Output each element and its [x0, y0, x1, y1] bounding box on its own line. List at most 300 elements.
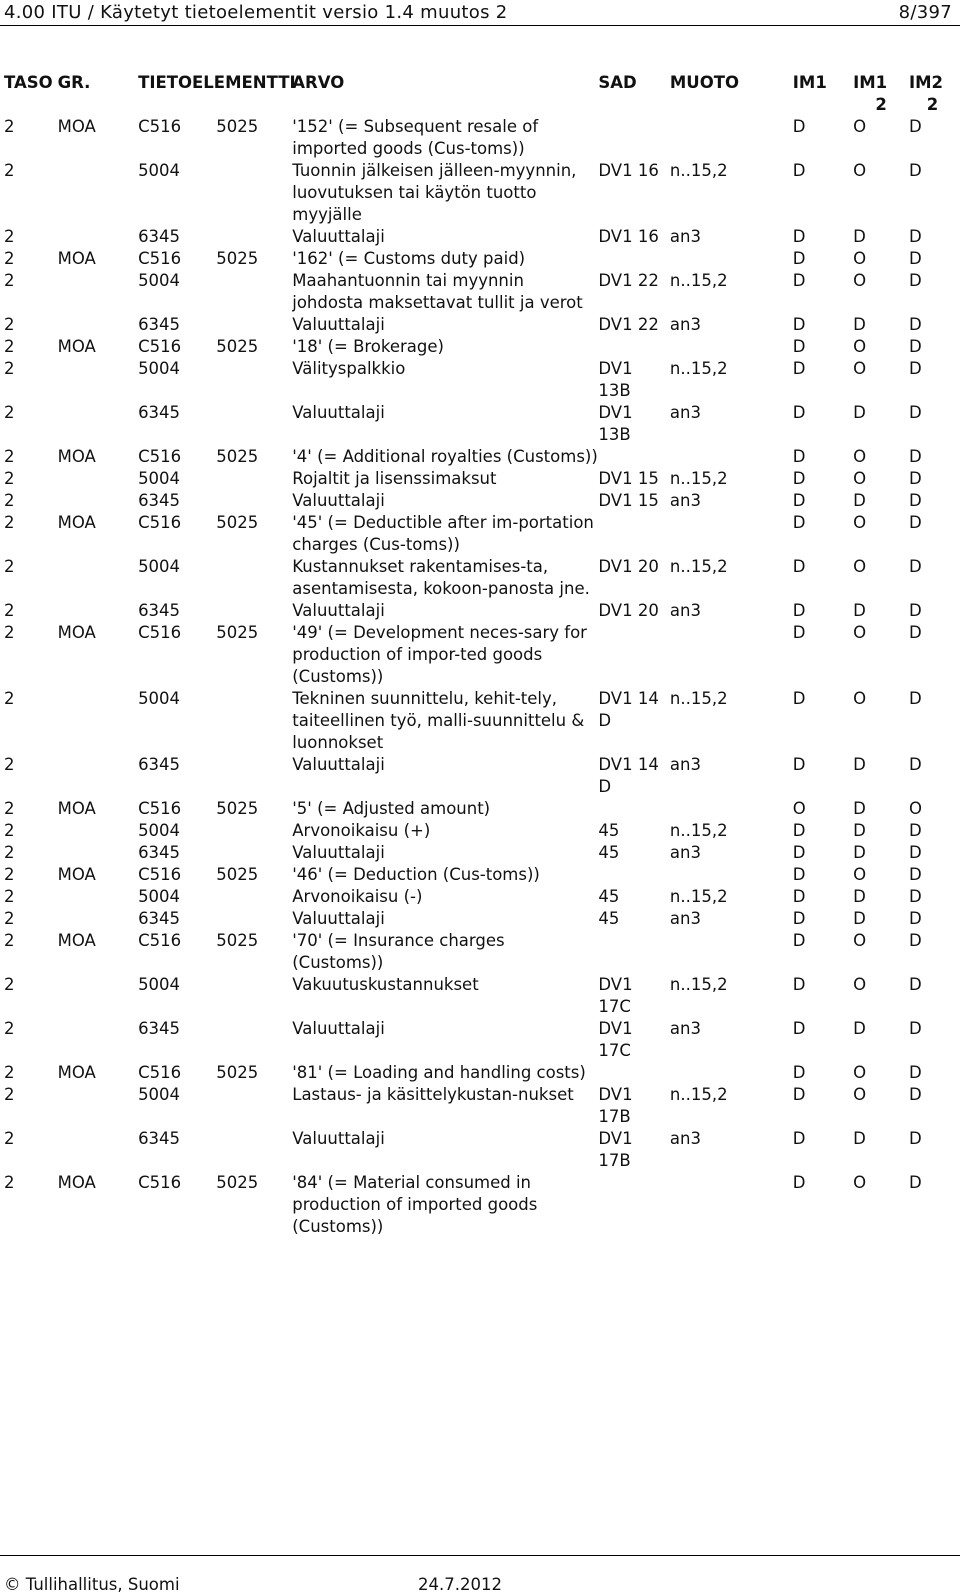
cell-arvo: Maahantuonnin tai myynnin johdosta maksettavat tullit ja verot — [292, 271, 583, 312]
cell-im22: D — [908, 975, 922, 994]
cell-taso: 2 — [4, 1063, 15, 1082]
data-element-table — [4, 72, 956, 1238]
cell-arvo: Valuuttalaji — [292, 1129, 385, 1148]
cell-muoto: an3 — [669, 909, 701, 928]
cell-muoto — [670, 864, 793, 886]
col-header-sad: SAD — [598, 73, 637, 92]
cell-sad — [598, 622, 670, 688]
cell-arvo: '81' (= Loading and handling costs) — [292, 1063, 586, 1082]
table-row — [4, 468, 956, 490]
cell-arvo: '162' (= Customs duty paid) — [292, 249, 526, 268]
table-row — [4, 974, 956, 1018]
cell-gr: MOA — [57, 799, 96, 818]
cell-tietoelementti-code: 5025 — [216, 513, 259, 532]
cell-sad: DV1 15 — [598, 469, 659, 488]
table-row — [4, 336, 956, 358]
cell-im22: D — [908, 117, 922, 136]
cell-im1: D — [792, 557, 806, 576]
cell-tietoelementti: 5004 — [138, 887, 181, 906]
cell-im1: D — [792, 1085, 806, 1104]
cell-arvo: Tekninen suunnittelu, kehit-tely, taiteellinen työ, malli-suunnittelu & luonnokset — [292, 689, 585, 752]
table-row — [4, 1062, 956, 1084]
cell-arvo: Kustannukset rakentamises-ta, asentamisesta, kokoon-panosta jne. — [292, 557, 590, 598]
cell-muoto: n..15,2 — [669, 557, 728, 576]
table-row — [4, 490, 956, 512]
cell-im12: D — [853, 821, 866, 840]
table-row — [4, 116, 956, 160]
cell-taso: 2 — [4, 689, 15, 708]
cell-taso: 2 — [4, 821, 15, 840]
page-number: 8/397 — [898, 2, 952, 23]
table-row — [4, 226, 956, 248]
cell-tietoelementti-code: 5025 — [216, 1173, 259, 1192]
footer-date: 24.7.2012 — [418, 1575, 502, 1594]
table-row — [4, 908, 956, 930]
cell-im22: D — [908, 1063, 922, 1082]
cell-gr — [58, 754, 138, 798]
cell-muoto — [670, 116, 793, 160]
cell-sad — [598, 116, 670, 160]
cell-arvo: Valuuttalaji — [292, 755, 385, 774]
table-row — [4, 402, 956, 446]
cell-im22: D — [908, 491, 922, 510]
cell-tietoelementti: C516 — [138, 865, 182, 884]
cell-arvo: '84' (= Material consumed in production of imported goods (Customs)) — [292, 1173, 538, 1236]
cell-sad — [598, 248, 670, 270]
cell-im1: D — [792, 469, 806, 488]
footer-divider — [0, 1555, 960, 1556]
cell-im12: O — [853, 865, 867, 884]
cell-tietoelementti-code — [216, 600, 292, 622]
cell-im12: D — [853, 755, 866, 774]
cell-sad: DV1 16 — [598, 161, 659, 180]
cell-tietoelementti-code — [216, 754, 292, 798]
cell-taso: 2 — [4, 799, 15, 818]
cell-tietoelementti: C516 — [138, 1173, 182, 1192]
cell-tietoelementti-code — [216, 1018, 292, 1062]
cell-im22: D — [908, 1129, 922, 1148]
cell-taso: 2 — [4, 513, 15, 532]
cell-tietoelementti: C516 — [138, 931, 182, 950]
cell-taso: 2 — [4, 491, 15, 510]
cell-gr — [58, 556, 138, 600]
cell-im1: D — [792, 161, 806, 180]
cell-im12: O — [853, 689, 867, 708]
cell-gr: MOA — [57, 337, 96, 356]
cell-tietoelementti: 5004 — [138, 821, 181, 840]
cell-im12: O — [853, 447, 867, 466]
cell-arvo: '49' (= Development neces-sary for production of impor-ted goods (Customs)) — [292, 623, 587, 686]
cell-gr — [58, 160, 138, 226]
table-row — [4, 600, 956, 622]
cell-im12: D — [853, 887, 866, 906]
footer-organization: © Tullihallitus, Suomi — [4, 1575, 180, 1594]
cell-tietoelementti: 6345 — [138, 755, 181, 774]
col-header-im22 — [909, 72, 956, 116]
cell-taso: 2 — [4, 865, 15, 884]
cell-taso: 2 — [4, 315, 15, 334]
cell-im1: D — [792, 315, 806, 334]
cell-muoto — [670, 248, 793, 270]
page-footer — [0, 1555, 960, 1596]
cell-sad: DV1 13B — [598, 359, 633, 400]
cell-tietoelementti: 6345 — [138, 1129, 181, 1148]
cell-taso: 2 — [4, 601, 15, 620]
cell-arvo: '5' (= Adjusted amount) — [292, 799, 491, 818]
cell-tietoelementti: C516 — [138, 513, 182, 532]
cell-tietoelementti: 6345 — [138, 909, 181, 928]
table-row — [4, 556, 956, 600]
table-row — [4, 446, 956, 468]
page-header — [0, 0, 960, 40]
cell-muoto — [670, 1172, 793, 1238]
table-row — [4, 1172, 956, 1238]
cell-sad: DV1 14 D — [598, 689, 659, 730]
cell-muoto: an3 — [669, 1019, 701, 1038]
cell-im22: D — [908, 403, 922, 422]
cell-im1: D — [792, 865, 806, 884]
cell-tietoelementti: 5004 — [138, 271, 181, 290]
cell-im1: D — [792, 689, 806, 708]
col-header-muoto: MUOTO — [669, 73, 740, 92]
cell-tietoelementti: C516 — [138, 623, 182, 642]
cell-tietoelementti-code — [216, 1084, 292, 1128]
cell-tietoelementti-code — [216, 270, 292, 314]
table-row — [4, 1128, 956, 1172]
table-row — [4, 842, 956, 864]
cell-sad — [598, 930, 670, 974]
cell-im12: D — [853, 491, 866, 510]
cell-im1: D — [792, 755, 806, 774]
table-row — [4, 754, 956, 798]
cell-im22: D — [908, 843, 922, 862]
cell-taso: 2 — [4, 359, 15, 378]
cell-im1: D — [792, 887, 806, 906]
cell-im1: D — [792, 491, 806, 510]
cell-taso: 2 — [4, 557, 15, 576]
cell-im22: D — [908, 909, 922, 928]
cell-taso: 2 — [4, 1129, 15, 1148]
cell-im12: O — [853, 1173, 867, 1192]
cell-tietoelementti: C516 — [138, 799, 182, 818]
cell-arvo: Valuuttalaji — [292, 601, 385, 620]
cell-muoto: an3 — [669, 403, 701, 422]
cell-muoto: an3 — [669, 1129, 701, 1148]
cell-taso: 2 — [4, 249, 15, 268]
cell-im1: D — [792, 821, 806, 840]
cell-gr — [58, 842, 138, 864]
cell-im12: O — [853, 557, 867, 576]
cell-taso: 2 — [4, 271, 15, 290]
cell-tietoelementti-code — [216, 688, 292, 754]
cell-gr: MOA — [57, 1063, 96, 1082]
cell-gr: MOA — [57, 117, 96, 136]
col-header-arvo: ARVO — [292, 73, 345, 92]
cell-sad: 45 — [598, 909, 620, 928]
cell-muoto — [670, 798, 793, 820]
cell-gr: MOA — [57, 447, 96, 466]
cell-sad: DV1 15 — [598, 491, 659, 510]
cell-taso: 2 — [4, 755, 15, 774]
cell-sad: DV1 22 — [598, 315, 659, 334]
cell-im12: O — [853, 249, 867, 268]
cell-im12: O — [853, 359, 867, 378]
cell-im1: D — [792, 975, 806, 994]
cell-tietoelementti-code: 5025 — [216, 337, 259, 356]
cell-sad: 45 — [598, 821, 620, 840]
cell-tietoelementti: 5004 — [138, 975, 181, 994]
cell-taso: 2 — [4, 931, 15, 950]
cell-tietoelementti-code: 5025 — [216, 117, 259, 136]
cell-gr — [58, 886, 138, 908]
cell-im22: D — [908, 469, 922, 488]
table-row — [4, 622, 956, 688]
cell-tietoelementti-code — [216, 820, 292, 842]
cell-muoto: an3 — [669, 491, 701, 510]
cell-im22: D — [908, 887, 922, 906]
cell-tietoelementti: 6345 — [138, 843, 181, 862]
cell-im22: D — [908, 601, 922, 620]
cell-arvo: Vakuutuskustannukset — [292, 975, 479, 994]
cell-tietoelementti-code — [216, 886, 292, 908]
cell-im1: D — [792, 117, 806, 136]
cell-sad: 45 — [598, 887, 620, 906]
table-header — [4, 72, 956, 116]
cell-im1: D — [792, 227, 806, 246]
cell-im1: D — [792, 447, 806, 466]
cell-arvo: Valuuttalaji — [292, 1019, 385, 1038]
table-row — [4, 248, 956, 270]
cell-arvo: '70' (= Insurance charges (Customs)) — [292, 931, 505, 972]
cell-sad: DV1 22 — [598, 271, 659, 290]
cell-sad — [598, 1172, 670, 1238]
cell-sad: DV1 16 — [598, 227, 659, 246]
table-row — [4, 160, 956, 226]
cell-gr — [58, 820, 138, 842]
col-header-tietoelementti: TIETOELEMENTTI — [138, 73, 296, 92]
cell-taso: 2 — [4, 909, 15, 928]
cell-im1: D — [792, 1019, 806, 1038]
cell-muoto: n..15,2 — [669, 887, 728, 906]
cell-tietoelementti: 6345 — [138, 227, 181, 246]
cell-im22: D — [908, 821, 922, 840]
cell-im22: D — [908, 227, 922, 246]
cell-taso: 2 — [4, 403, 15, 422]
cell-sad: DV1 14 D — [598, 755, 659, 796]
cell-muoto: n..15,2 — [669, 161, 728, 180]
cell-gr: MOA — [57, 1173, 96, 1192]
cell-im22: D — [908, 623, 922, 642]
cell-taso: 2 — [4, 447, 15, 466]
cell-tietoelementti-code — [216, 468, 292, 490]
cell-muoto: n..15,2 — [669, 359, 728, 378]
cell-muoto: n..15,2 — [669, 821, 728, 840]
cell-im1: D — [792, 1173, 806, 1192]
cell-gr: MOA — [57, 865, 96, 884]
cell-taso: 2 — [4, 469, 15, 488]
cell-im12: D — [853, 315, 866, 334]
cell-im22: D — [908, 1173, 922, 1192]
col-header-im12 — [853, 72, 909, 116]
cell-im12: O — [853, 469, 867, 488]
cell-im12: D — [853, 1129, 866, 1148]
cell-arvo: Lastaus- ja käsittelykustan-nukset — [292, 1085, 574, 1104]
cell-tietoelementti-code: 5025 — [216, 249, 259, 268]
cell-sad — [598, 798, 670, 820]
cell-im1: D — [792, 623, 806, 642]
cell-sad: DV1 13B — [598, 403, 633, 444]
cell-im12: D — [853, 227, 866, 246]
cell-tietoelementti-code: 5025 — [216, 623, 259, 642]
cell-arvo: Valuuttalaji — [292, 843, 385, 862]
cell-taso: 2 — [4, 337, 15, 356]
cell-im12: D — [853, 601, 866, 620]
cell-gr — [58, 402, 138, 446]
col-header-im1: IM1 — [792, 73, 827, 92]
cell-im12: D — [853, 909, 866, 928]
cell-im1: D — [792, 337, 806, 356]
cell-muoto: an3 — [669, 843, 701, 862]
cell-im12: O — [853, 337, 867, 356]
cell-im1: D — [792, 601, 806, 620]
cell-arvo: Valuuttalaji — [292, 909, 385, 928]
cell-im1: D — [792, 513, 806, 532]
cell-gr — [58, 1128, 138, 1172]
cell-tietoelementti: 6345 — [138, 491, 181, 510]
cell-im12: D — [853, 799, 866, 818]
table-row — [4, 358, 956, 402]
cell-taso: 2 — [4, 1085, 15, 1104]
cell-tietoelementti: 5004 — [138, 161, 181, 180]
cell-muoto: an3 — [669, 227, 701, 246]
cell-sad: DV1 17C — [598, 975, 633, 1016]
document-title: 4.00 ITU / Käytetyt tietoelementit versio 1.4 muutos 2 — [4, 2, 508, 23]
table-row — [4, 270, 956, 314]
cell-arvo: Valuuttalaji — [292, 403, 385, 422]
cell-sad: DV1 17B — [598, 1129, 633, 1170]
cell-tietoelementti-code — [216, 974, 292, 1018]
cell-tietoelementti: 6345 — [138, 1019, 181, 1038]
cell-im22: D — [908, 689, 922, 708]
cell-tietoelementti-code — [216, 1128, 292, 1172]
cell-im1: D — [792, 909, 806, 928]
table-row — [4, 930, 956, 974]
cell-im22: D — [908, 271, 922, 290]
cell-tietoelementti-code — [216, 358, 292, 402]
cell-arvo: Välityspalkkio — [292, 359, 406, 378]
table-row — [4, 886, 956, 908]
cell-gr — [58, 468, 138, 490]
cell-im1: D — [792, 271, 806, 290]
cell-sad: DV1 20 — [598, 557, 659, 576]
cell-im12: O — [853, 975, 867, 994]
cell-im22: D — [908, 865, 922, 884]
cell-im22: D — [908, 249, 922, 268]
cell-tietoelementti-code — [216, 226, 292, 248]
cell-tietoelementti: 5004 — [138, 469, 181, 488]
col-header-im12-line2: 2 — [875, 95, 887, 114]
cell-muoto: n..15,2 — [669, 469, 728, 488]
cell-gr — [58, 314, 138, 336]
cell-im1: D — [792, 1129, 806, 1148]
cell-im22: D — [908, 359, 922, 378]
cell-gr: MOA — [57, 513, 96, 532]
cell-gr — [58, 1018, 138, 1062]
cell-muoto: an3 — [669, 755, 701, 774]
cell-arvo: '152' (= Subsequent resale of imported goods (Cus-toms)) — [292, 117, 539, 158]
table-row — [4, 820, 956, 842]
cell-arvo: Rojaltit ja lisenssimaksut — [292, 469, 497, 488]
cell-im12: O — [853, 1063, 867, 1082]
cell-sad: DV1 20 — [598, 601, 659, 620]
table-row — [4, 798, 956, 820]
table-row — [4, 1084, 956, 1128]
cell-taso: 2 — [4, 887, 15, 906]
cell-arvo: Arvonoikaisu (-) — [292, 887, 423, 906]
cell-im12: O — [853, 117, 867, 136]
header-divider — [0, 25, 960, 26]
table-row — [4, 688, 956, 754]
cell-arvo: Arvonoikaisu (+) — [292, 821, 431, 840]
cell-tietoelementti-code — [216, 908, 292, 930]
col-header-taso: TASO — [4, 73, 53, 92]
cell-tietoelementti-code: 5025 — [216, 931, 259, 950]
cell-sad: DV1 17B — [598, 1085, 633, 1126]
cell-im1: D — [792, 843, 806, 862]
cell-tietoelementti-code — [216, 314, 292, 336]
cell-tietoelementti: C516 — [138, 337, 182, 356]
cell-sad — [598, 336, 670, 358]
cell-tietoelementti-code — [216, 556, 292, 600]
cell-taso: 2 — [4, 1019, 15, 1038]
cell-arvo: Valuuttalaji — [292, 227, 385, 246]
cell-gr: MOA — [57, 249, 96, 268]
cell-sad: 45 — [598, 843, 620, 862]
cell-sad — [598, 864, 670, 886]
table-row — [4, 1018, 956, 1062]
table-body — [4, 116, 956, 1238]
cell-muoto: n..15,2 — [669, 975, 728, 994]
cell-sad: DV1 17C — [598, 1019, 633, 1060]
cell-tietoelementti: C516 — [138, 117, 182, 136]
col-header-im22-line1: IM2 — [908, 73, 944, 92]
cell-im12: O — [853, 513, 867, 532]
cell-tietoelementti: 5004 — [138, 1085, 181, 1104]
cell-muoto — [670, 336, 793, 358]
cell-im22: D — [908, 337, 922, 356]
cell-im1: D — [792, 1063, 806, 1082]
cell-muoto — [670, 512, 793, 556]
cell-taso: 2 — [4, 843, 15, 862]
cell-im12: D — [853, 843, 866, 862]
cell-taso: 2 — [4, 1173, 15, 1192]
cell-gr — [58, 908, 138, 930]
cell-tietoelementti-code — [216, 402, 292, 446]
cell-gr: MOA — [57, 623, 96, 642]
cell-tietoelementti-code — [216, 842, 292, 864]
cell-muoto: n..15,2 — [669, 1085, 728, 1104]
cell-tietoelementti-code: 5025 — [216, 865, 259, 884]
cell-gr — [58, 1084, 138, 1128]
cell-im12: O — [853, 623, 867, 642]
cell-tietoelementti-code — [216, 160, 292, 226]
cell-arvo: Valuuttalaji — [292, 315, 385, 334]
cell-muoto — [670, 1062, 793, 1084]
cell-im22: D — [908, 447, 922, 466]
cell-gr — [58, 688, 138, 754]
cell-im22: O — [908, 799, 922, 818]
cell-taso: 2 — [4, 161, 15, 180]
